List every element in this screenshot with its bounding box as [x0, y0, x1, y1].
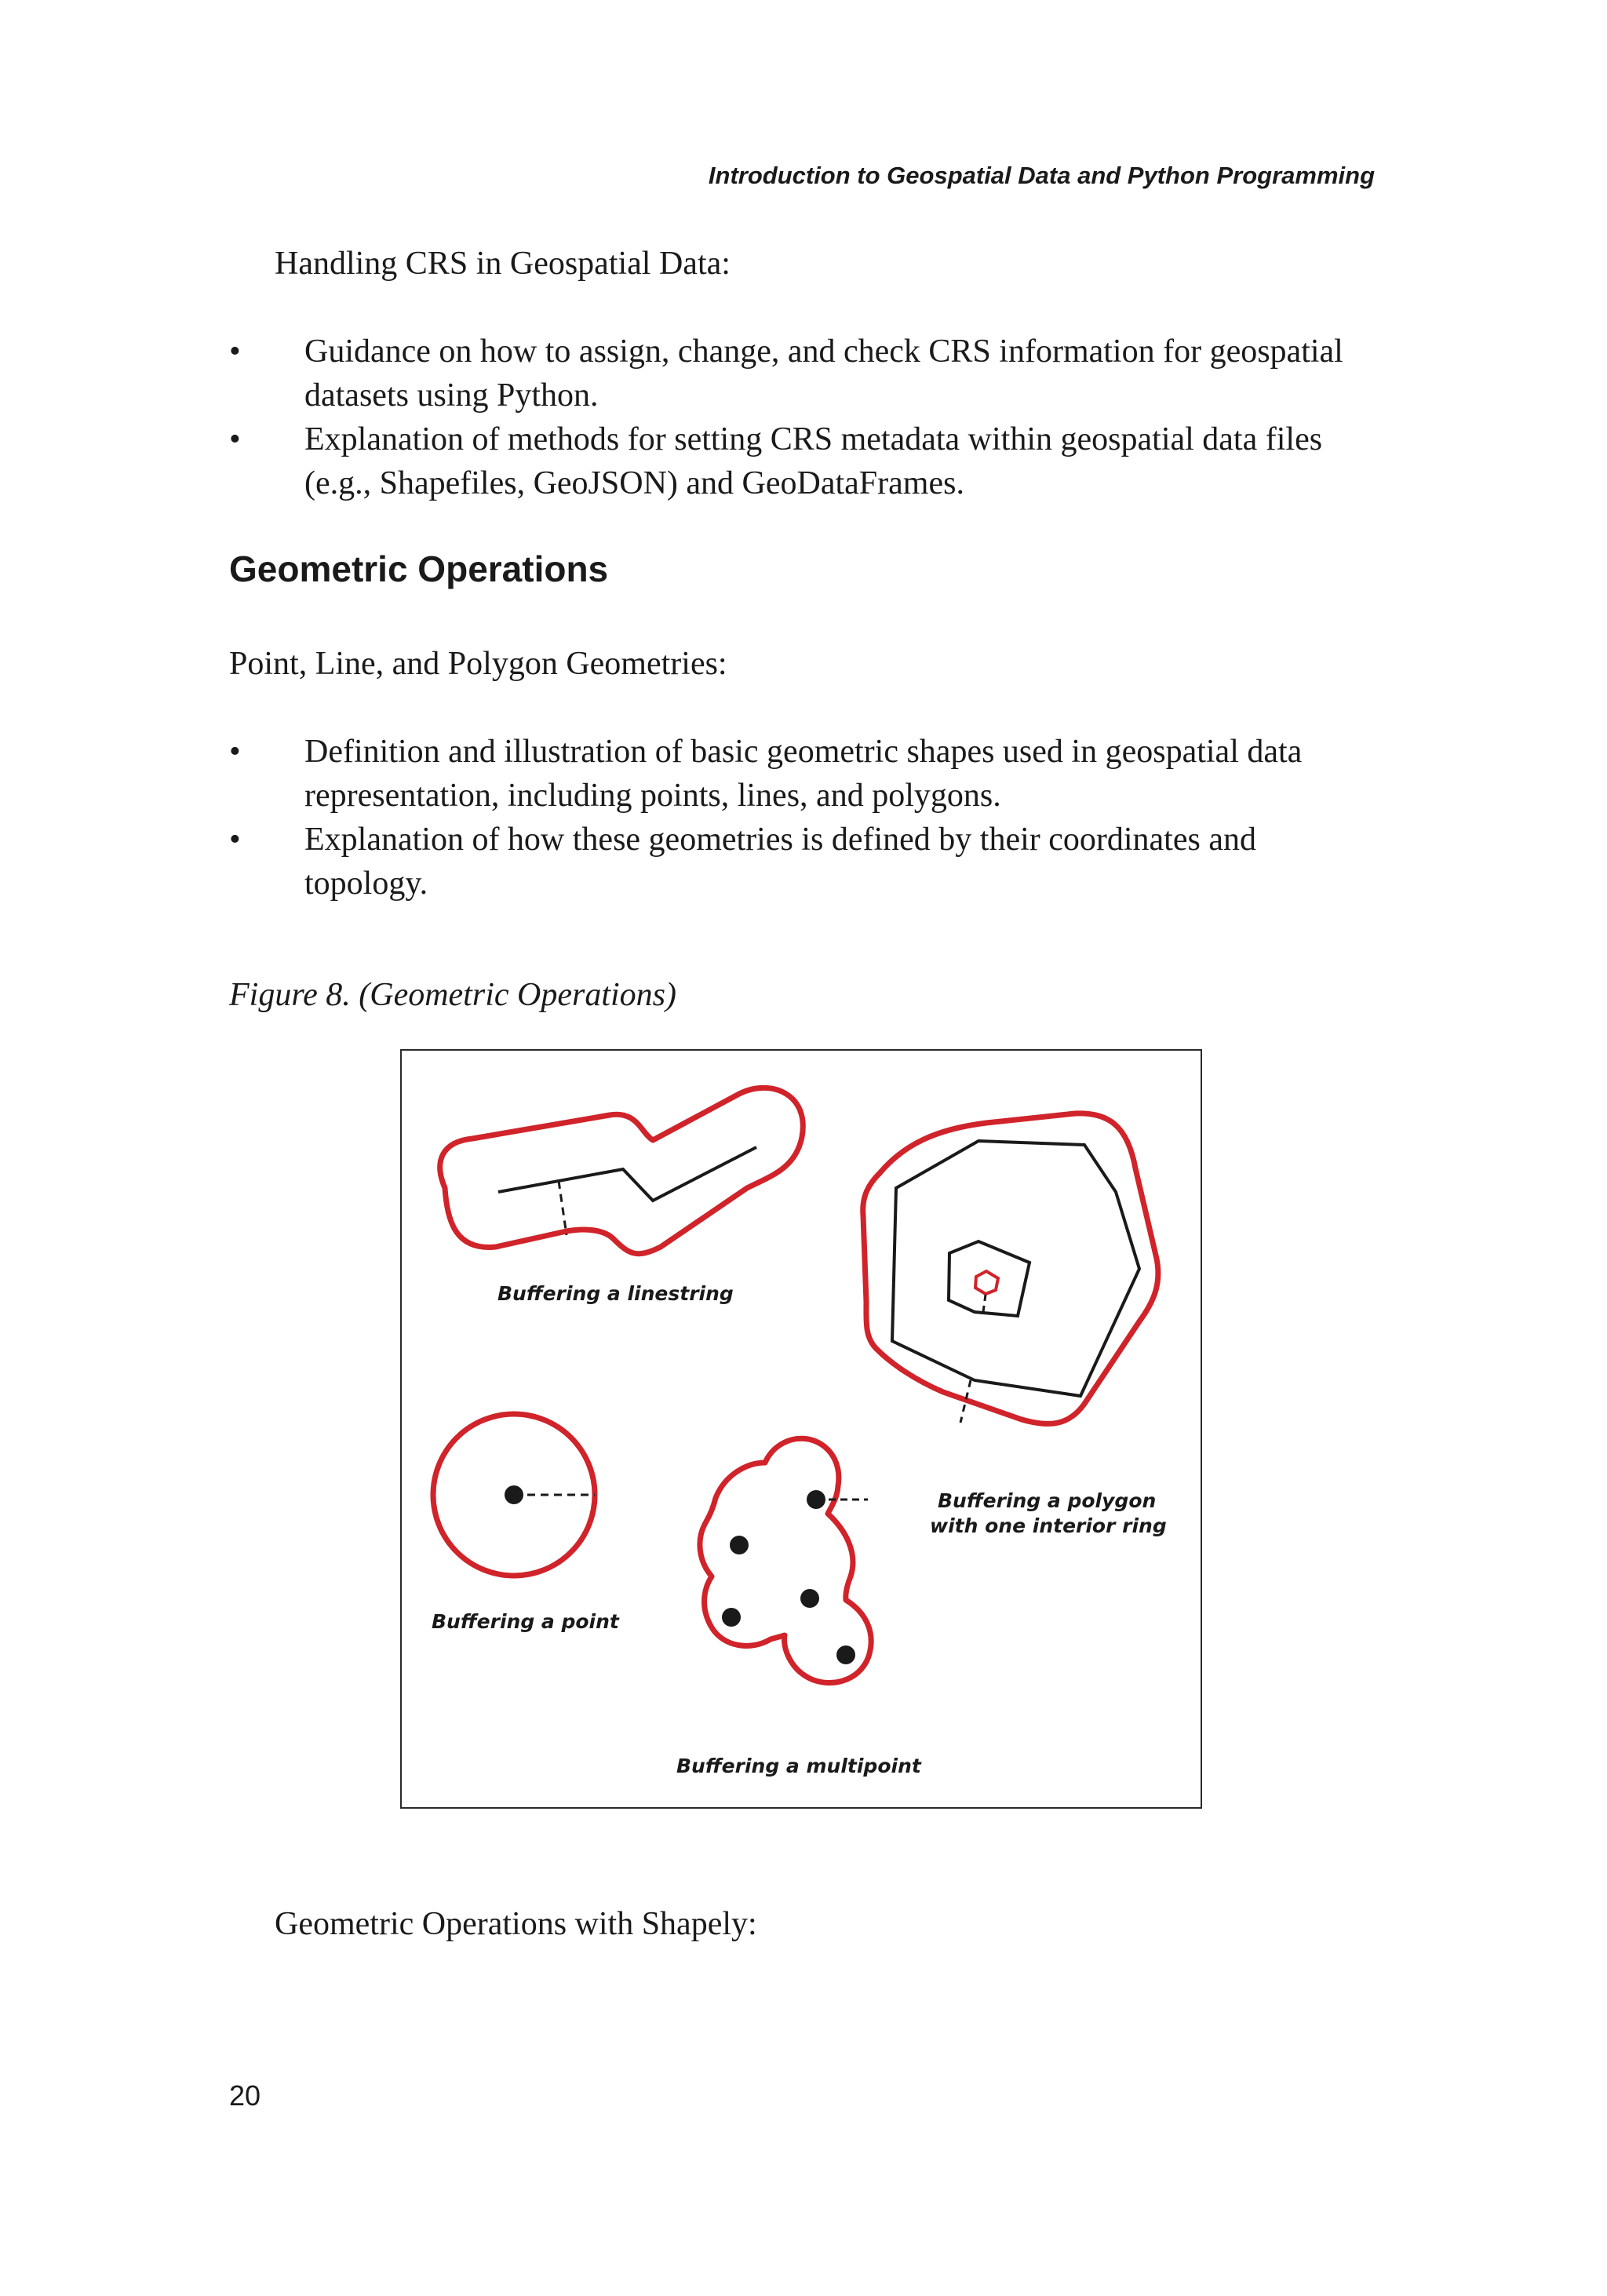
list-item: [229, 330, 1375, 417]
list-item-line: Explanation of how these geometries is defined by their coordinates and: [304, 822, 1256, 858]
linestring-buffer-distance: [559, 1181, 567, 1235]
multipoint-geometry: [807, 1490, 825, 1509]
buffer-diagram: [402, 1051, 1201, 1807]
point-buffer-group: [432, 1414, 620, 1633]
list-item-line: (e.g., Shapefiles, GeoJSON) and GeoDataFrames.: [304, 465, 964, 501]
section-heading: Geometric Operations: [229, 548, 609, 589]
list-item-line: Explanation of methods for setting CRS metadata within geospatial data files: [304, 421, 1323, 457]
running-header: Introduction to Geospatial Data and Python Programming: [708, 162, 1375, 189]
polygon-buffer-outline: [863, 1113, 1158, 1424]
label-multipoint: Buffering a multipoint: [676, 1755, 921, 1777]
list-item: [229, 417, 1375, 505]
shapely-intro: Geometric Operations with Shapely:: [275, 1906, 757, 1942]
bullet-marker: •: [229, 421, 241, 457]
point-geometry: [505, 1485, 523, 1504]
bullet-marker: •: [229, 822, 241, 858]
polygon-buffer-group: [863, 1113, 1167, 1537]
multipoint-geometry: [836, 1645, 855, 1664]
buffer-figure: [400, 1049, 1202, 1809]
list-item-line: topology.: [304, 866, 428, 902]
bullet-marker: •: [229, 333, 241, 370]
geometries-bullet-list: [229, 730, 1375, 906]
linestring-buffer-group: [440, 1088, 804, 1305]
page-number: 20: [229, 2079, 261, 2112]
list-item-line: Guidance on how to assign, change, and check CRS information for geospatial: [304, 333, 1343, 370]
list-item-line: Definition and illustration of basic geometric shapes used in geospatial data: [304, 734, 1303, 770]
crs-bullet-list: [229, 330, 1375, 505]
label-polygon-line2: with one interior ring: [930, 1514, 1167, 1537]
geometries-intro: Point, Line, and Polygon Geometries:: [229, 646, 727, 682]
list-item-line: datasets using Python.: [304, 377, 599, 414]
list-item: [229, 818, 1375, 906]
label-point: Buffering a point: [432, 1610, 619, 1633]
label-polygon-line1: Buffering a polygon: [938, 1489, 1157, 1512]
list-item: [229, 730, 1375, 818]
multipoint-geometry: [730, 1536, 749, 1554]
figure-caption: Figure 8. (Geometric Operations): [229, 977, 676, 1013]
interior-ring-buffer: [975, 1271, 998, 1294]
linestring-geometry: [498, 1147, 756, 1201]
polygon-interior-ring: [949, 1241, 1029, 1316]
label-linestring: Buffering a linestring: [497, 1282, 734, 1305]
list-item-line: representation, including points, lines, and polygons.: [304, 778, 1001, 814]
multipoint-geometry: [800, 1589, 819, 1608]
multipoint-geometry: [722, 1608, 741, 1627]
polygon-exterior-ring: [892, 1141, 1139, 1396]
interior-buffer-distance: [983, 1295, 986, 1312]
multipoint-buffer-group: [676, 1438, 922, 1777]
crs-intro: Handling CRS in Geospatial Data:: [275, 246, 731, 282]
bullet-marker: •: [229, 734, 241, 770]
